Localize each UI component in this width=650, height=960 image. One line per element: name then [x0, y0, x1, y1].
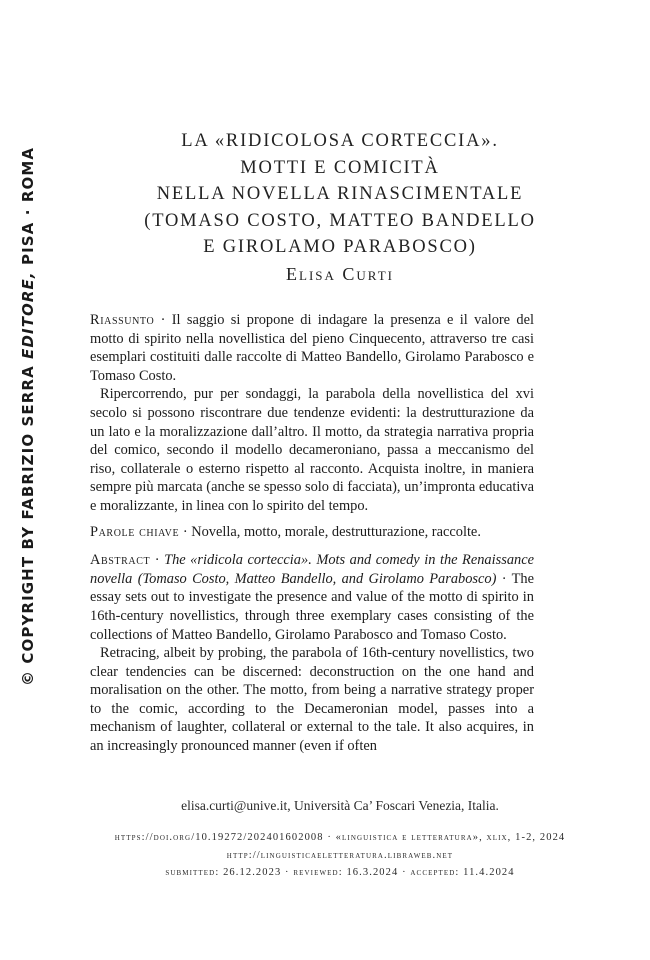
abstract-paragraph-2: Retracing, albeit by probing, the parabola of 16th-century novellistics, two clear tendencies can be discerned: deconstruction on the one hand and moralisation on the other. The motto, from being a narrative strategy proper to the comic, according to the Decameronian model, passes into a mechanism of laughter, collateral or external to the tale. It also acquires, in an increasingly pronounced manner (even if often — [90, 645, 534, 755]
title-line: MOTTI E COMICITÀ — [240, 157, 440, 178]
journal-url: http://linguisticaeletteratura.libraweb.net — [226, 849, 454, 861]
abstract-paragraph-1 — [90, 551, 534, 644]
riassunto-text-1: Il saggio si propone di indagare la presenza e il valore del motto di spirito nella novellistica del pieno Cinquecento, attraverso tre casi esemplari costituiti dalle raccolte di Matteo Bandello, Girolamo Parabosco e Tomaso Costo. — [90, 312, 534, 384]
riassunto-separator: · — [154, 312, 172, 328]
keywords-paragraph — [90, 523, 534, 542]
title-line: E GIROLAMO PARABOSCO) — [203, 237, 477, 257]
keywords-label: Parole chiave — [90, 523, 180, 540]
copyright-editore: EDITORE, — [19, 271, 37, 359]
title-line: (TOMASO COSTO, MATTEO BANDELLO — [144, 210, 536, 231]
abstract-label: Abstract — [90, 552, 151, 569]
article-footer — [70, 798, 610, 882]
keywords-text: Novella, motto, morale, destrutturazione, raccolte. — [191, 523, 481, 540]
abstract-title: The «ridicola corteccia». Mots and comedy in the Renaissance novella (Tomaso Costo, Matteo Bandello, and Girolamo Parabosco) — [90, 552, 534, 587]
title-line: NELLA NOVELLA RINASCIMENTALE — [156, 184, 524, 204]
copyright-prefix: © COPYRIGHT BY FABRIZIO SERRA — [19, 365, 37, 686]
riassunto-paragraph-1 — [90, 311, 534, 385]
submission-dates: submitted: 26.12.2023 · reviewed: 16.3.2024 · accepted: 11.4.2024 — [165, 867, 515, 878]
section-gap — [90, 541, 534, 551]
abstract-separator: · — [150, 552, 165, 569]
riassunto-paragraph-2: Ripercorrendo, pur per sondaggi, la parabola della novellistica del xvi secolo si possono riscontrare due tendenze evidenti: la destrutturazione da un lato e la moralizzazione dall’altro. Il motto, da strategia narrativa propria del comico, secondo il modello decameroniano, passa a meccanismo del riso, collaterale o esterno rispetto al racconto. Acquista inoltre, in maniera sempre più marcata (anche se spesso solo di facciata), un’impronta educativa e moralizzante, in linea con lo spirito del tempo. — [90, 386, 534, 514]
keywords-separator: · — [179, 523, 192, 540]
doi-line: https://doi.org/10.19272/202401602008 · «linguistica e letteratura», xlix, 1-2, 2024 — [114, 832, 566, 843]
author-name: Elisa Curti — [286, 264, 394, 284]
copyright-suffix: PISA · ROMA — [19, 146, 37, 265]
article-title — [70, 128, 610, 261]
riassunto-label: Riassunto — [90, 312, 155, 328]
title-line: LA «RIDICOLOSA CORTECCIA». — [181, 131, 499, 151]
author-affiliation: elisa.curti@unive.it, Università Ca’ Foscari Venezia, Italia. — [181, 798, 499, 813]
copyright-sidebar — [19, 146, 41, 686]
abstract-text-1: The essay sets out to investigate the presence and value of the motto di spirito in 16th-century novellistics, through three exemplary cases consisting of the collections of Matteo Bandello, Girolamo Parabosco and Tomaso Costo. — [90, 570, 534, 643]
abstract-separator-2: · — [496, 570, 512, 587]
abstract-block — [90, 311, 534, 756]
